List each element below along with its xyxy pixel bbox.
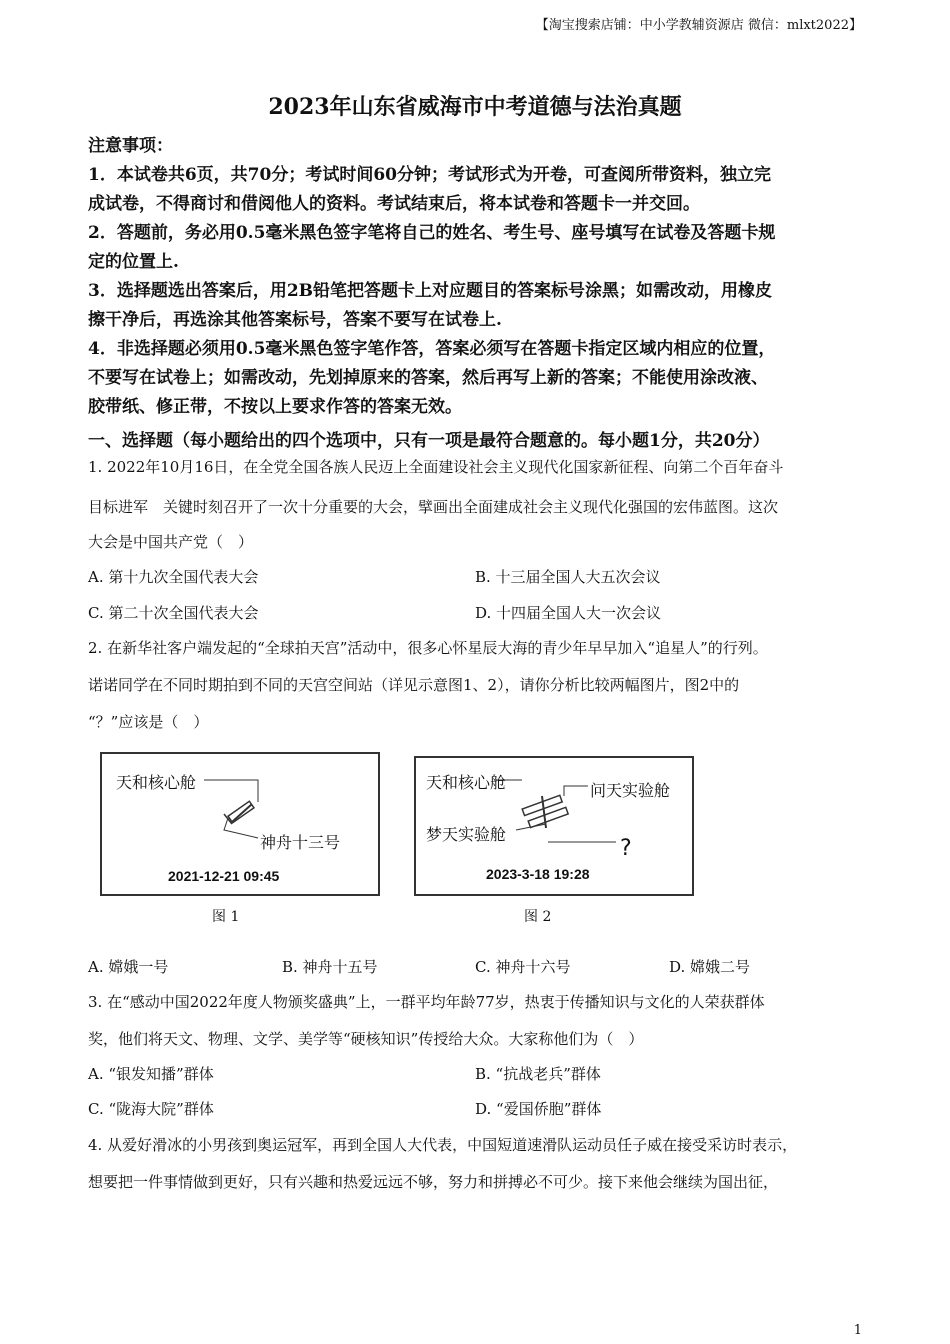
notice-block — [88, 132, 868, 422]
section-heading: 一、选择题（每小题给出的四个选项中，只有一项是最符合题意的。每小题1分，共20分） — [88, 431, 770, 451]
question-3-option-a: A. “银发知播”群体 — [88, 1065, 214, 1083]
question-1-option-c: C. 第二十次全国代表大会 — [88, 604, 259, 622]
page-number: 1 — [853, 1323, 862, 1338]
page-title: 2023年山东省威海市中考道德与法治真题 — [268, 94, 682, 120]
space-station-icon — [522, 795, 568, 828]
notice-line: 2．答题前，务必用0.5毫米黑色签字笔将自己的姓名、考生号、座号填写在试卷及答题卡规 — [88, 223, 776, 243]
figure-2-label-wentian: 问天实验舱 — [590, 781, 671, 800]
notice-line: 定的位置上. — [88, 252, 179, 272]
question-3-option-c: C. “陇海大院”群体 — [88, 1100, 214, 1118]
figure-2-frame — [414, 756, 694, 896]
notice-line: 不要写在试卷上；如需改动，先划掉原来的答案，然后再写上新的答案；不能使用涂改液、 — [88, 368, 768, 388]
notice-line: 3．选择题选出答案后，用2B铅笔把答题卡上对应题目的答案标号涂黑；如需改动，用橡皮 — [88, 281, 773, 301]
figure-1-timestamp: 2021-12-21 09:45 — [168, 868, 280, 884]
notice-heading: 注意事项： — [88, 136, 173, 156]
question-2-option-a: A. 嫦娥一号 — [88, 958, 169, 976]
question-2-line: 诺诺同学在不同时期拍到不同的天宫空间站（详见示意图1、2），请你分析比较两幅图片，图2中的 — [88, 676, 740, 694]
page-header-note: 【淘宝搜索店铺：中小学教辅资源店 微信：mlxt2022】 — [535, 18, 862, 33]
question-3-line: 3. 在“感动中国2022年度人物颁奖盛典”上，一群平均年龄77岁，热衷于传播知识与文化的人荣获群体 — [88, 993, 765, 1011]
figure-2-caption: 图 2 — [524, 909, 552, 925]
figure-1-label-shenzhou13: 神舟十三号 — [260, 833, 341, 852]
question-2-option-d: D. 嫦娥二号 — [669, 958, 751, 976]
notice-line: 4．非选择题必须用0.5毫米黑色签字笔作答，答案必须写在答题卡指定区域内相应的位置， — [88, 339, 776, 359]
figure-2-timestamp: 2023-3-18 19:28 — [486, 866, 590, 882]
question-3-option-b: B. “抗战老兵”群体 — [475, 1065, 601, 1083]
space-station-figures — [100, 752, 700, 932]
figure-1-frame — [100, 752, 380, 896]
space-station-icon — [224, 801, 254, 824]
question-4-line: 4. 从爱好滑冰的小男孩到奥运冠军，再到全国人大代表，中国短道速滑队运动员任子威在接受采访时表示， — [88, 1136, 798, 1154]
question-2-option-b: B. 神舟十五号 — [282, 958, 378, 976]
figure-1-label-core-module: 天和核心舱 — [116, 773, 197, 792]
question-2-line: “？”应该是（ ） — [88, 713, 209, 731]
notice-line: 1．本试卷共6页，共70分；考试时间60分钟；考试形式为开卷，可查阅所带资料，独立完 — [88, 165, 771, 185]
figure-2-unknown-mark: ? — [620, 836, 632, 861]
question-1-line: 目标进军 关键时刻召开了一次十分重要的大会，擘画出全面建成社会主义现代化强国的宏伟蓝图。这次 — [88, 498, 779, 516]
question-4-line: 想要把一件事情做到更好，只有兴趣和热爱远远不够，努力和拼搏必不可少。接下来他会继续为国出征， — [88, 1173, 779, 1191]
question-2-line: 2. 在新华社客户端发起的“全球拍天宫”活动中，很多心怀星辰大海的青少年早早加入“追星人”的行列。 — [88, 639, 768, 657]
question-1-line: 1. 2022年10月16日，在全党全国各族人民迈上全面建设社会主义现代化国家新征程、向第二个百年奋斗 — [88, 458, 784, 476]
question-3-line: 奖，他们将天文、物理、文学、美学等“硬核知识”传授给大众。大家称他们为（ ） — [88, 1030, 644, 1048]
question-1-option-d: D. 十四届全国人大一次会议 — [475, 604, 662, 622]
figure-2-label-core-module: 天和核心舱 — [426, 773, 507, 792]
figure-2-label-mengtian: 梦天实验舱 — [426, 825, 507, 844]
question-2-option-c: C. 神舟十六号 — [475, 958, 571, 976]
question-3-option-d: D. “爱国侨胞”群体 — [475, 1100, 602, 1118]
notice-line: 擦干净后，再选涂其他答案标号，答案不要写在试卷上. — [88, 310, 502, 330]
question-1-option-b: B. 十三届全国人大五次会议 — [475, 568, 661, 586]
notice-line: 成试卷，不得商讨和借阅他人的资料。考试结束后，将本试卷和答题卡一并交回。 — [88, 194, 700, 214]
notice-line: 胶带纸、修正带，不按以上要求作答的答案无效。 — [88, 397, 462, 417]
figure-1-caption: 图 1 — [212, 909, 240, 925]
question-1-option-a: A. 第十九次全国代表大会 — [88, 568, 259, 586]
question-1-line: 大会是中国共产党（ ） — [88, 533, 254, 551]
